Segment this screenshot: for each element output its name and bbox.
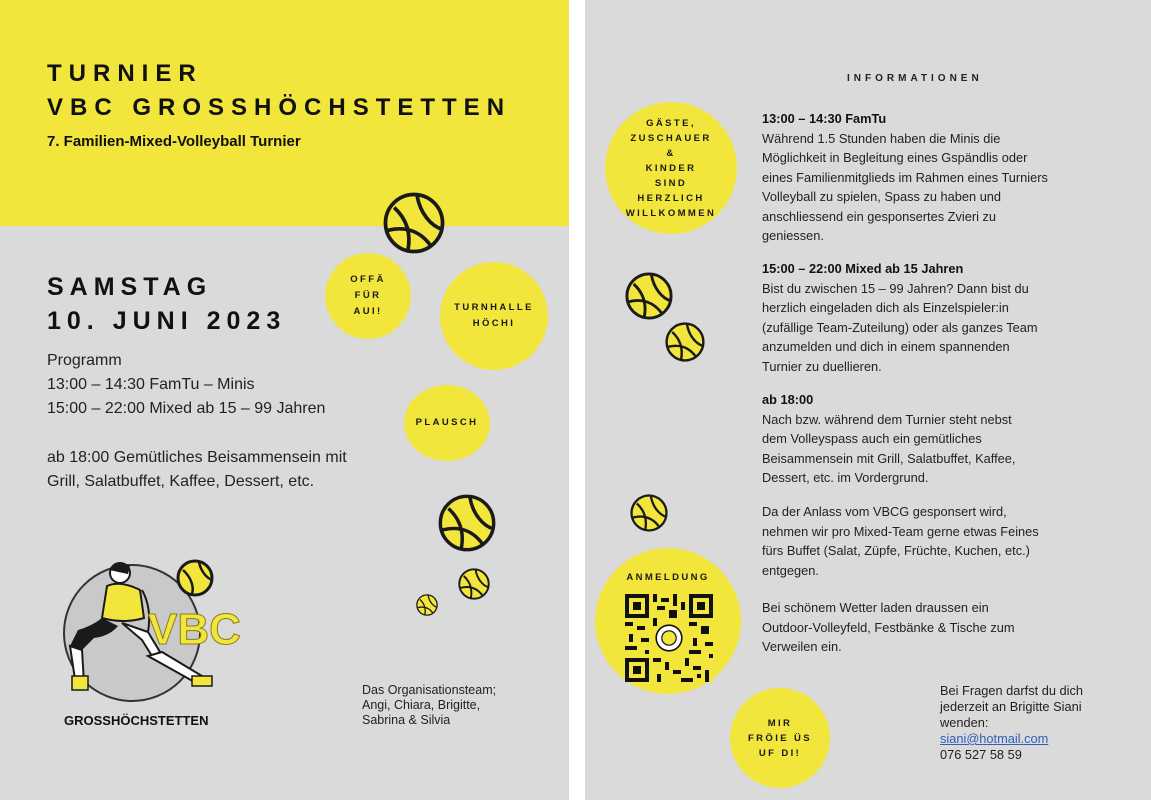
section-line: anzumelden und dich in einem spannenden bbox=[762, 339, 1010, 354]
bubble-text: TURNHALLE bbox=[454, 302, 534, 313]
bubble-text: ZUSCHAUER bbox=[630, 132, 712, 144]
organisation-team bbox=[362, 683, 496, 728]
bubble-text: AUI! bbox=[353, 306, 383, 317]
section-line: Bist du zwischen 15 – 99 Jahren? Dann bist du bbox=[762, 280, 1029, 296]
bubble-text: HÖCHI bbox=[472, 318, 516, 329]
bubble-gaeste-willkommen bbox=[605, 102, 737, 234]
volleyball-icon bbox=[630, 494, 668, 532]
section-line: Dessert, etc. im Vordergrund. bbox=[762, 470, 929, 485]
section-heading: 13:00 – 14:30 FamTu bbox=[762, 111, 887, 126]
flyer-back-page bbox=[585, 0, 1151, 800]
section-line: Volleyball zu spielen, Spass zu haben und bbox=[762, 189, 1002, 204]
info-section-famtu bbox=[762, 109, 1062, 246]
info-section-mixed bbox=[762, 259, 1062, 376]
contact-line: Bei Fragen darfst du dich bbox=[940, 683, 1083, 698]
section-line: nehmen wir pro Mixed-Team gerne etwas Feines bbox=[762, 523, 1039, 539]
section-line: entgegen. bbox=[762, 562, 819, 578]
bubble-mir-froie bbox=[730, 688, 830, 788]
program-line: 15:00 – 22:00 Mixed ab 15 – 99 Jahren bbox=[47, 400, 326, 417]
bubble-text: PLAUSCH bbox=[415, 417, 479, 428]
org-line: Sabrina & Silvia bbox=[362, 713, 451, 727]
bubble-plausch bbox=[404, 385, 490, 461]
program-line: 13:00 – 14:30 FamTu – Minis bbox=[47, 376, 255, 393]
bubble-text: HERZLICH bbox=[637, 192, 705, 204]
section-line: Outdoor-Volleyfeld, Festbänke & Tische zum bbox=[762, 619, 1015, 635]
bubble-text: UF DI! bbox=[758, 747, 802, 759]
section-line: Möglichkeit in Begleitung eines Gspändlis oder bbox=[762, 150, 1028, 165]
bubble-text: FÜR bbox=[354, 290, 382, 301]
bubble-text: GÄSTE, bbox=[646, 117, 696, 129]
program-heading: Programm bbox=[47, 352, 122, 369]
section-line: Bei schönem Wetter laden draussen ein bbox=[762, 600, 989, 615]
info-section-outdoor bbox=[762, 598, 1062, 657]
bubble-text: ANMELDUNG bbox=[626, 572, 710, 583]
section-line: Verweilen ein. bbox=[762, 639, 842, 654]
org-line: Angi, Chiara, Brigitte, bbox=[362, 698, 481, 712]
contact-block bbox=[940, 683, 1120, 763]
section-line: fürs Buffet (Salat, Züpfe, Früchte, Kuchen, etc.) bbox=[762, 543, 1030, 558]
volleyball-icon bbox=[416, 594, 438, 616]
volleyball-icon bbox=[458, 568, 490, 600]
program-line: ab 18:00 Gemütliches Beisammensein mit bbox=[47, 449, 347, 466]
subtitle: 7. Familien-Mixed-Volleyball Turnier bbox=[47, 133, 301, 150]
bubble-text: SIND bbox=[654, 177, 688, 189]
section-line: Beisammensein mit Grill, Salatbuffet, Kaffee, bbox=[762, 450, 1016, 466]
volleyball-icon bbox=[665, 322, 705, 362]
bubble-text: KINDER bbox=[645, 162, 697, 174]
contact-line: jederzeit an Brigitte Siani bbox=[940, 699, 1082, 714]
volleyball-icon bbox=[625, 272, 673, 320]
title-line-2: VBC GROSSHÖCHSTETTEN bbox=[47, 94, 512, 121]
logo-wordmark: GROSSHÖCHSTETTEN bbox=[64, 713, 209, 728]
bubble-text: OFFÄ bbox=[350, 274, 386, 285]
section-line: herzlich eingeladen dich als Einzelspieler:in bbox=[762, 300, 1009, 315]
title-line-1: TURNIER bbox=[47, 60, 203, 87]
vbc-logo bbox=[52, 548, 252, 708]
section-line: Turnier zu duellieren. bbox=[762, 358, 882, 374]
bubble-text: MIR bbox=[767, 717, 793, 729]
program-line: Grill, Salatbuffet, Kaffee, Dessert, etc. bbox=[47, 473, 315, 490]
registration-qr-code[interactable] bbox=[625, 594, 713, 682]
logo-letters: VBC bbox=[148, 605, 241, 654]
volleyball-icon bbox=[438, 494, 496, 552]
information-heading: INFORMATIONEN bbox=[847, 73, 983, 84]
date-day: 10. JUNI 2023 bbox=[47, 307, 287, 335]
bubble-offa-fur-aui bbox=[325, 253, 411, 339]
section-line: geniessen. bbox=[762, 228, 824, 243]
volleyball-icon bbox=[383, 192, 445, 254]
section-line: Da der Anlass vom VBCG gesponsert wird, bbox=[762, 504, 1007, 519]
info-section-evening bbox=[762, 390, 1062, 488]
flyer-front-page bbox=[0, 0, 569, 800]
section-line: (zufällige Team-Zuteilung) oder als ganzes Team bbox=[762, 319, 1038, 335]
section-heading: ab 18:00 bbox=[762, 392, 814, 407]
section-line: dem Volleyspass auch ein gemütliches bbox=[762, 431, 982, 446]
date-weekday: SAMSTAG bbox=[47, 273, 213, 301]
info-section-buffet bbox=[762, 502, 1062, 580]
section-heading: 15:00 – 22:00 Mixed ab 15 Jahren bbox=[762, 261, 964, 276]
bubble-text: WILLKOMMEN bbox=[625, 207, 717, 219]
contact-phone: 076 527 58 59 bbox=[940, 747, 1022, 762]
section-line: eines Familienmitglieds im Rahmen eines Turniers bbox=[762, 169, 1048, 185]
contact-line: wenden: bbox=[940, 715, 989, 730]
bubble-text: & bbox=[666, 147, 676, 159]
section-line: Nach bzw. während dem Turnier steht nebst bbox=[762, 411, 1012, 427]
section-line: Während 1.5 Stunden haben die Minis die bbox=[762, 130, 1001, 146]
section-line: anschliessend ein gesponsertes Zvieri zu bbox=[762, 208, 997, 224]
bubble-turnhalle bbox=[440, 262, 548, 370]
org-line: Das Organisationsteam; bbox=[362, 683, 497, 697]
bubble-text: FRÖIE ÜS bbox=[747, 732, 813, 744]
contact-email-link[interactable]: siani@hotmail.com bbox=[940, 731, 1049, 746]
